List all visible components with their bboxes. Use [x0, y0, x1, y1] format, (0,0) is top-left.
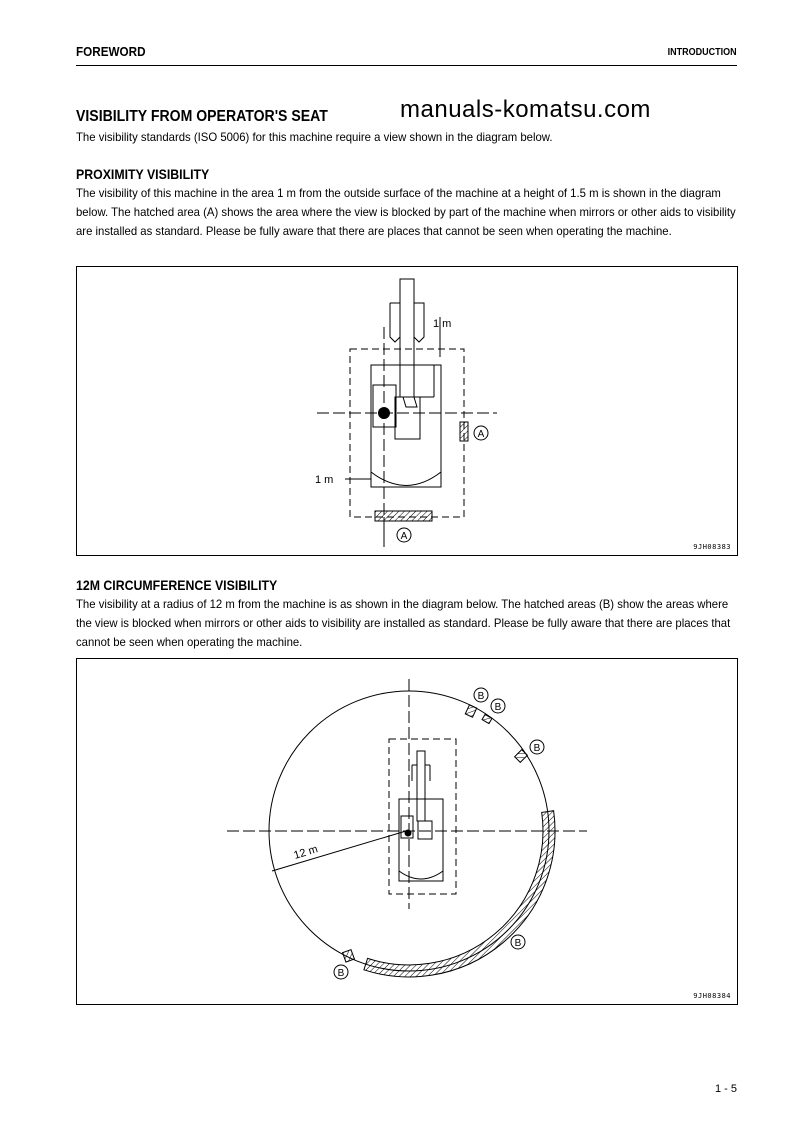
label-1m-left: 1 m — [315, 474, 334, 486]
figure-code: 9JH08384 — [693, 992, 731, 1000]
marker-a-right: A — [477, 429, 485, 440]
marker-a-rear: A — [400, 531, 408, 542]
marker-b: B — [337, 968, 345, 979]
section-title-visibility: VISIBILITY FROM OPERATOR'S SEAT — [76, 108, 328, 125]
proximity-diagram — [77, 267, 737, 555]
header-section: FOREWORD — [76, 44, 146, 59]
header-chapter: INTRODUCTION — [667, 47, 737, 58]
hatched-area-right — [460, 422, 468, 441]
figure-proximity-visibility — [76, 266, 738, 556]
marker-b: B — [477, 691, 485, 702]
label-1m-top: 1 m — [433, 318, 452, 330]
figure-code: 9JH08383 — [693, 543, 731, 551]
marker-b: B — [494, 702, 502, 713]
circumference-diagram — [77, 659, 737, 1004]
watermark: manuals-komatsu.com — [400, 96, 651, 123]
section-title-12m: 12M CIRCUMFERENCE VISIBILITY — [76, 577, 278, 593]
figure-12m-visibility — [76, 658, 738, 1005]
section-title-proximity: PROXIMITY VISIBILITY — [76, 166, 210, 182]
page-number: 1 - 5 — [714, 1083, 737, 1095]
section-text-proximity: The visibility of this machine in the area 1 m from the outside surface of the machine at a height of 1.5 m is shown in the diagram below. The hatched area (A) shows the area where the view is blocked by part of the machine when mirrors or other aids to visibility are installed as standard. Please be fully aware that there are places that cannot be seen when operating the machine. — [76, 186, 736, 238]
section-text-visibility: The visibility standards (ISO 5006) for this machine require a view shown in the diagram below. — [76, 130, 553, 144]
section-text-12m: The visibility at a radius of 12 m from the machine is as shown in the diagram below. The hatched areas (B) show the areas where the view is blocked when mirrors or other aids to visibility are installed as standard. Please be fully aware that there are places that cannot be seen when operating the machine. — [76, 597, 731, 649]
hatched-area-rear — [375, 511, 432, 521]
marker-b: B — [514, 938, 522, 949]
operator-seat-marker — [405, 830, 412, 837]
operator-seat-marker — [378, 407, 390, 419]
hatched-arc-rear — [364, 811, 555, 977]
label-radius-12m: 12 m — [292, 843, 320, 862]
header-rule — [76, 65, 737, 66]
marker-b: B — [533, 743, 541, 754]
